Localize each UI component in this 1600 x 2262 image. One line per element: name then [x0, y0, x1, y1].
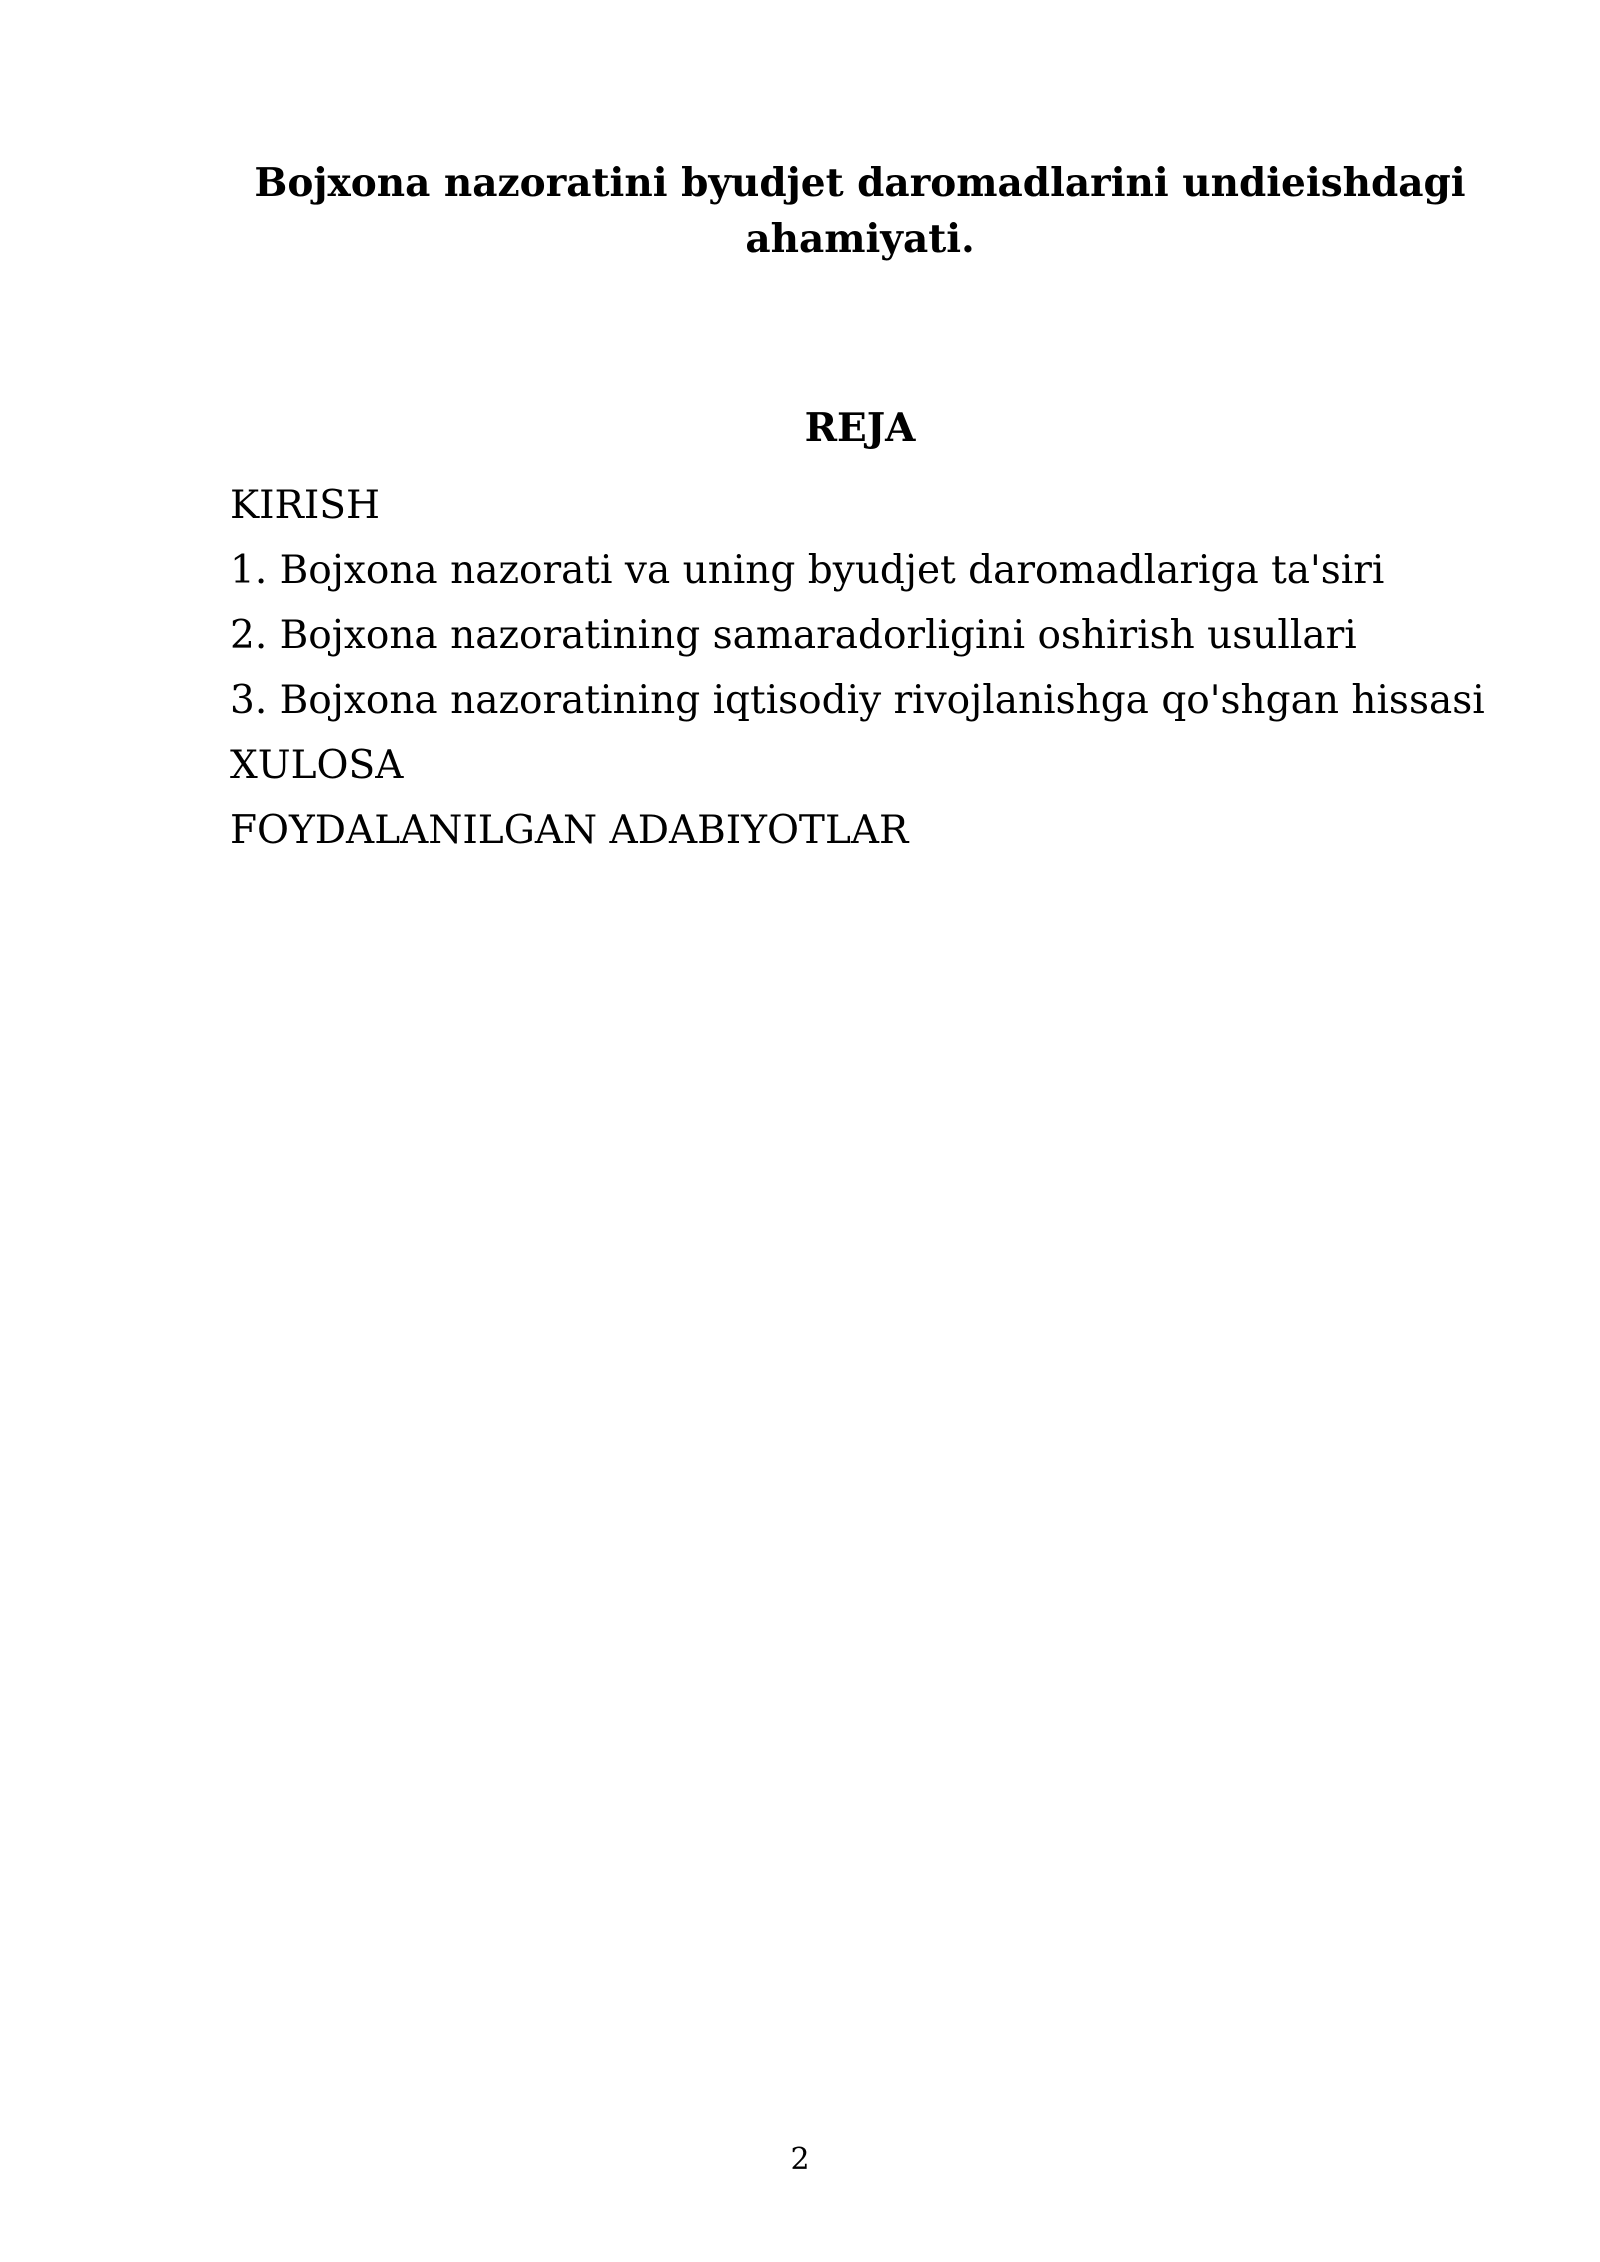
plan-list: [230, 473, 1530, 863]
document-title: Bojxona nazoratini byudjet daromadlarini undieishdagi ahamiyati.: [254, 160, 1466, 262]
plan-item-2: 2. Bojxona nazoratining samaradorligini oshirish usullari: [230, 613, 1357, 658]
plan-item-conclusion: XULOSA: [230, 743, 404, 788]
plan-item-3: 3. Bojxona nazoratining iqtisodiy rivojlanishga qo'shgan hissasi: [230, 678, 1485, 723]
page-number: 2: [790, 2142, 810, 2177]
plan-item-introduction: KIRISH: [230, 483, 381, 528]
plan-item-1: 1. Bojxona nazorati va uning byudjet daromadlariga ta'siri: [230, 548, 1385, 593]
plan-heading: REJA: [804, 405, 916, 451]
plan-item-references: FOYDALANILGAN ADABIYOTLAR: [230, 808, 909, 853]
